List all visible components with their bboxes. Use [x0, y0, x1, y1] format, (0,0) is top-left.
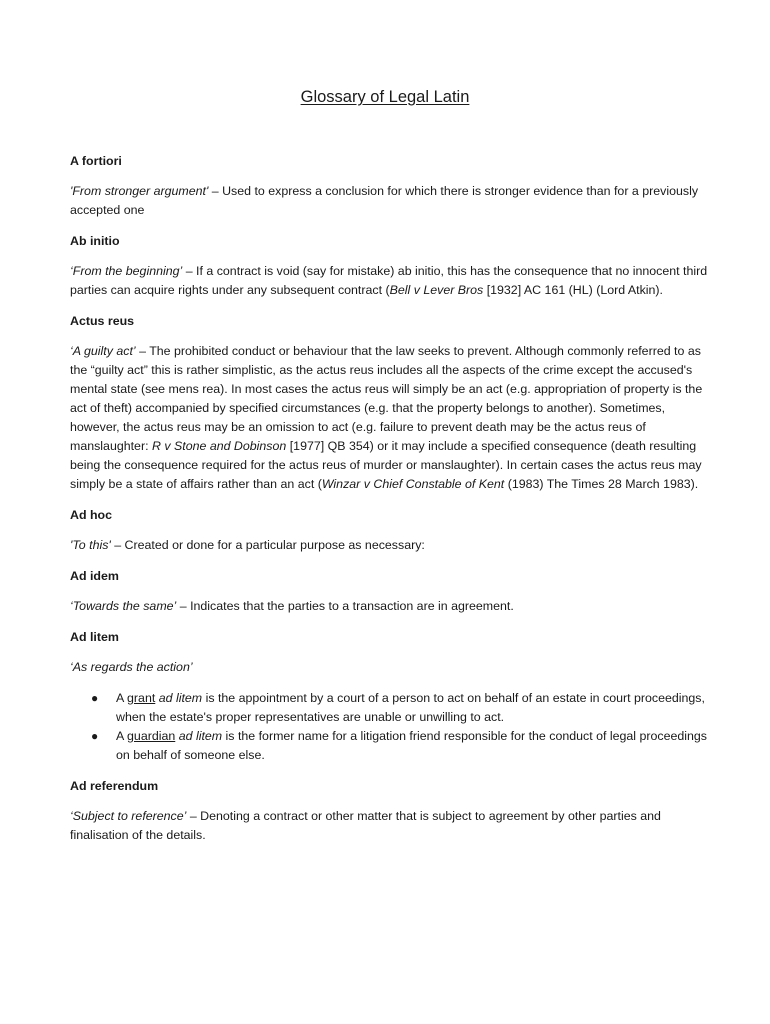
- translation: ‘From the beginning’: [70, 264, 183, 278]
- italic-term: ad litem: [178, 729, 223, 743]
- definition-text: – Created or done for a particular purpose as necessary:: [110, 538, 425, 552]
- bullet-text: is the former name for a litigation friend responsible for the conduct of legal proceedings on behalf of someone else.: [116, 729, 707, 762]
- translation: 'From stronger argument': [70, 184, 209, 198]
- glossary-body: [70, 152, 710, 857]
- term-ad-hoc: Ad hoc: [70, 508, 112, 522]
- underlined-term: guardian: [127, 729, 176, 743]
- page-title: Glossary of Legal Latin: [300, 88, 470, 106]
- ad-litem-bullet-list: [70, 689, 710, 765]
- definition-text: – If a contract is void (say for mistake) ab initio, this has the consequence that no innocent third parties can acquire rights under any subsequent contract (: [70, 264, 708, 297]
- translation: ‘A guilty act’: [70, 344, 136, 358]
- definition-text: – The prohibited conduct or behaviour that the law seeks to prevent. Although commonly referred to as the “guilty act” this is rather simplistic, as the actus reus includes all the aspects of the crime except the accused's mental state (see mens rea). In most cases the actus reus will simply be an act (e.g. appropriation of property is the act of theft) accompanied by specified circumstances (e.g. that the property belongs to another). Sometimes, however, the actus reus may be an omission to act (e.g. failure to prevent death may be the actus reus of manslaughter:: [70, 344, 703, 453]
- translation: ‘Towards the same’: [70, 599, 177, 613]
- case-citation: R v Stone and Dobinson: [151, 439, 287, 453]
- definition-ad-referendum: [70, 807, 710, 845]
- definition-ad-litem: [70, 658, 710, 677]
- definition-text: – Indicates that the parties to a transaction are in agreement.: [176, 599, 514, 613]
- underlined-term: grant: [127, 691, 156, 705]
- bullet-text: A: [116, 729, 128, 743]
- definition-text: (1983) The Times 28 March 1983).: [504, 477, 699, 491]
- definition-actus-reus: [70, 342, 710, 494]
- term-ad-idem: Ad idem: [70, 569, 119, 583]
- term-actus-reus: Actus reus: [70, 314, 135, 328]
- list-item: [70, 727, 710, 765]
- italic-term: ad litem: [158, 691, 203, 705]
- term-ab-initio: Ab initio: [70, 234, 120, 248]
- bullet-text: is the appointment by a court of a person to act on behalf of an estate in court proceedings, when the estate's proper representatives are unable or unwilling to act.: [116, 691, 705, 724]
- translation: ‘Subject to reference’: [70, 809, 187, 823]
- definition-text: – Used to express a conclusion for which there is stronger evidence than for a previously accepted one: [70, 184, 699, 217]
- definition-text: [1977] QB 354) or it may include a specified consequence (death resulting being the consequence required for the actus reus of murder or manslaughter). In certain cases the actus reus may simply be a state of affairs rather than an act (: [70, 439, 702, 491]
- bullet-icon: ●: [91, 729, 99, 743]
- translation: 'To this': [70, 538, 111, 552]
- definition-text: – Denoting a contract or other matter that is subject to agreement by other parties and finalisation of the details.: [70, 809, 661, 842]
- definition-a-fortiori: [70, 182, 710, 220]
- case-citation: Winzar v Chief Constable of Kent: [321, 477, 505, 491]
- definition-ab-initio: [70, 262, 710, 300]
- bullet-text: A: [116, 691, 128, 705]
- term-ad-referendum: Ad referendum: [70, 779, 159, 793]
- translation: ‘As regards the action’: [70, 660, 193, 674]
- definition-ad-idem: [70, 597, 710, 616]
- bullet-icon: ●: [91, 691, 99, 705]
- definition-ad-hoc: [70, 536, 710, 555]
- term-a-fortiori: A fortiori: [70, 154, 122, 168]
- term-ad-litem: Ad litem: [70, 630, 119, 644]
- list-item: [70, 689, 710, 727]
- definition-text: [1932] AC 161 (HL) (Lord Atkin).: [483, 283, 664, 297]
- case-citation: Bell v Lever Bros: [389, 283, 484, 297]
